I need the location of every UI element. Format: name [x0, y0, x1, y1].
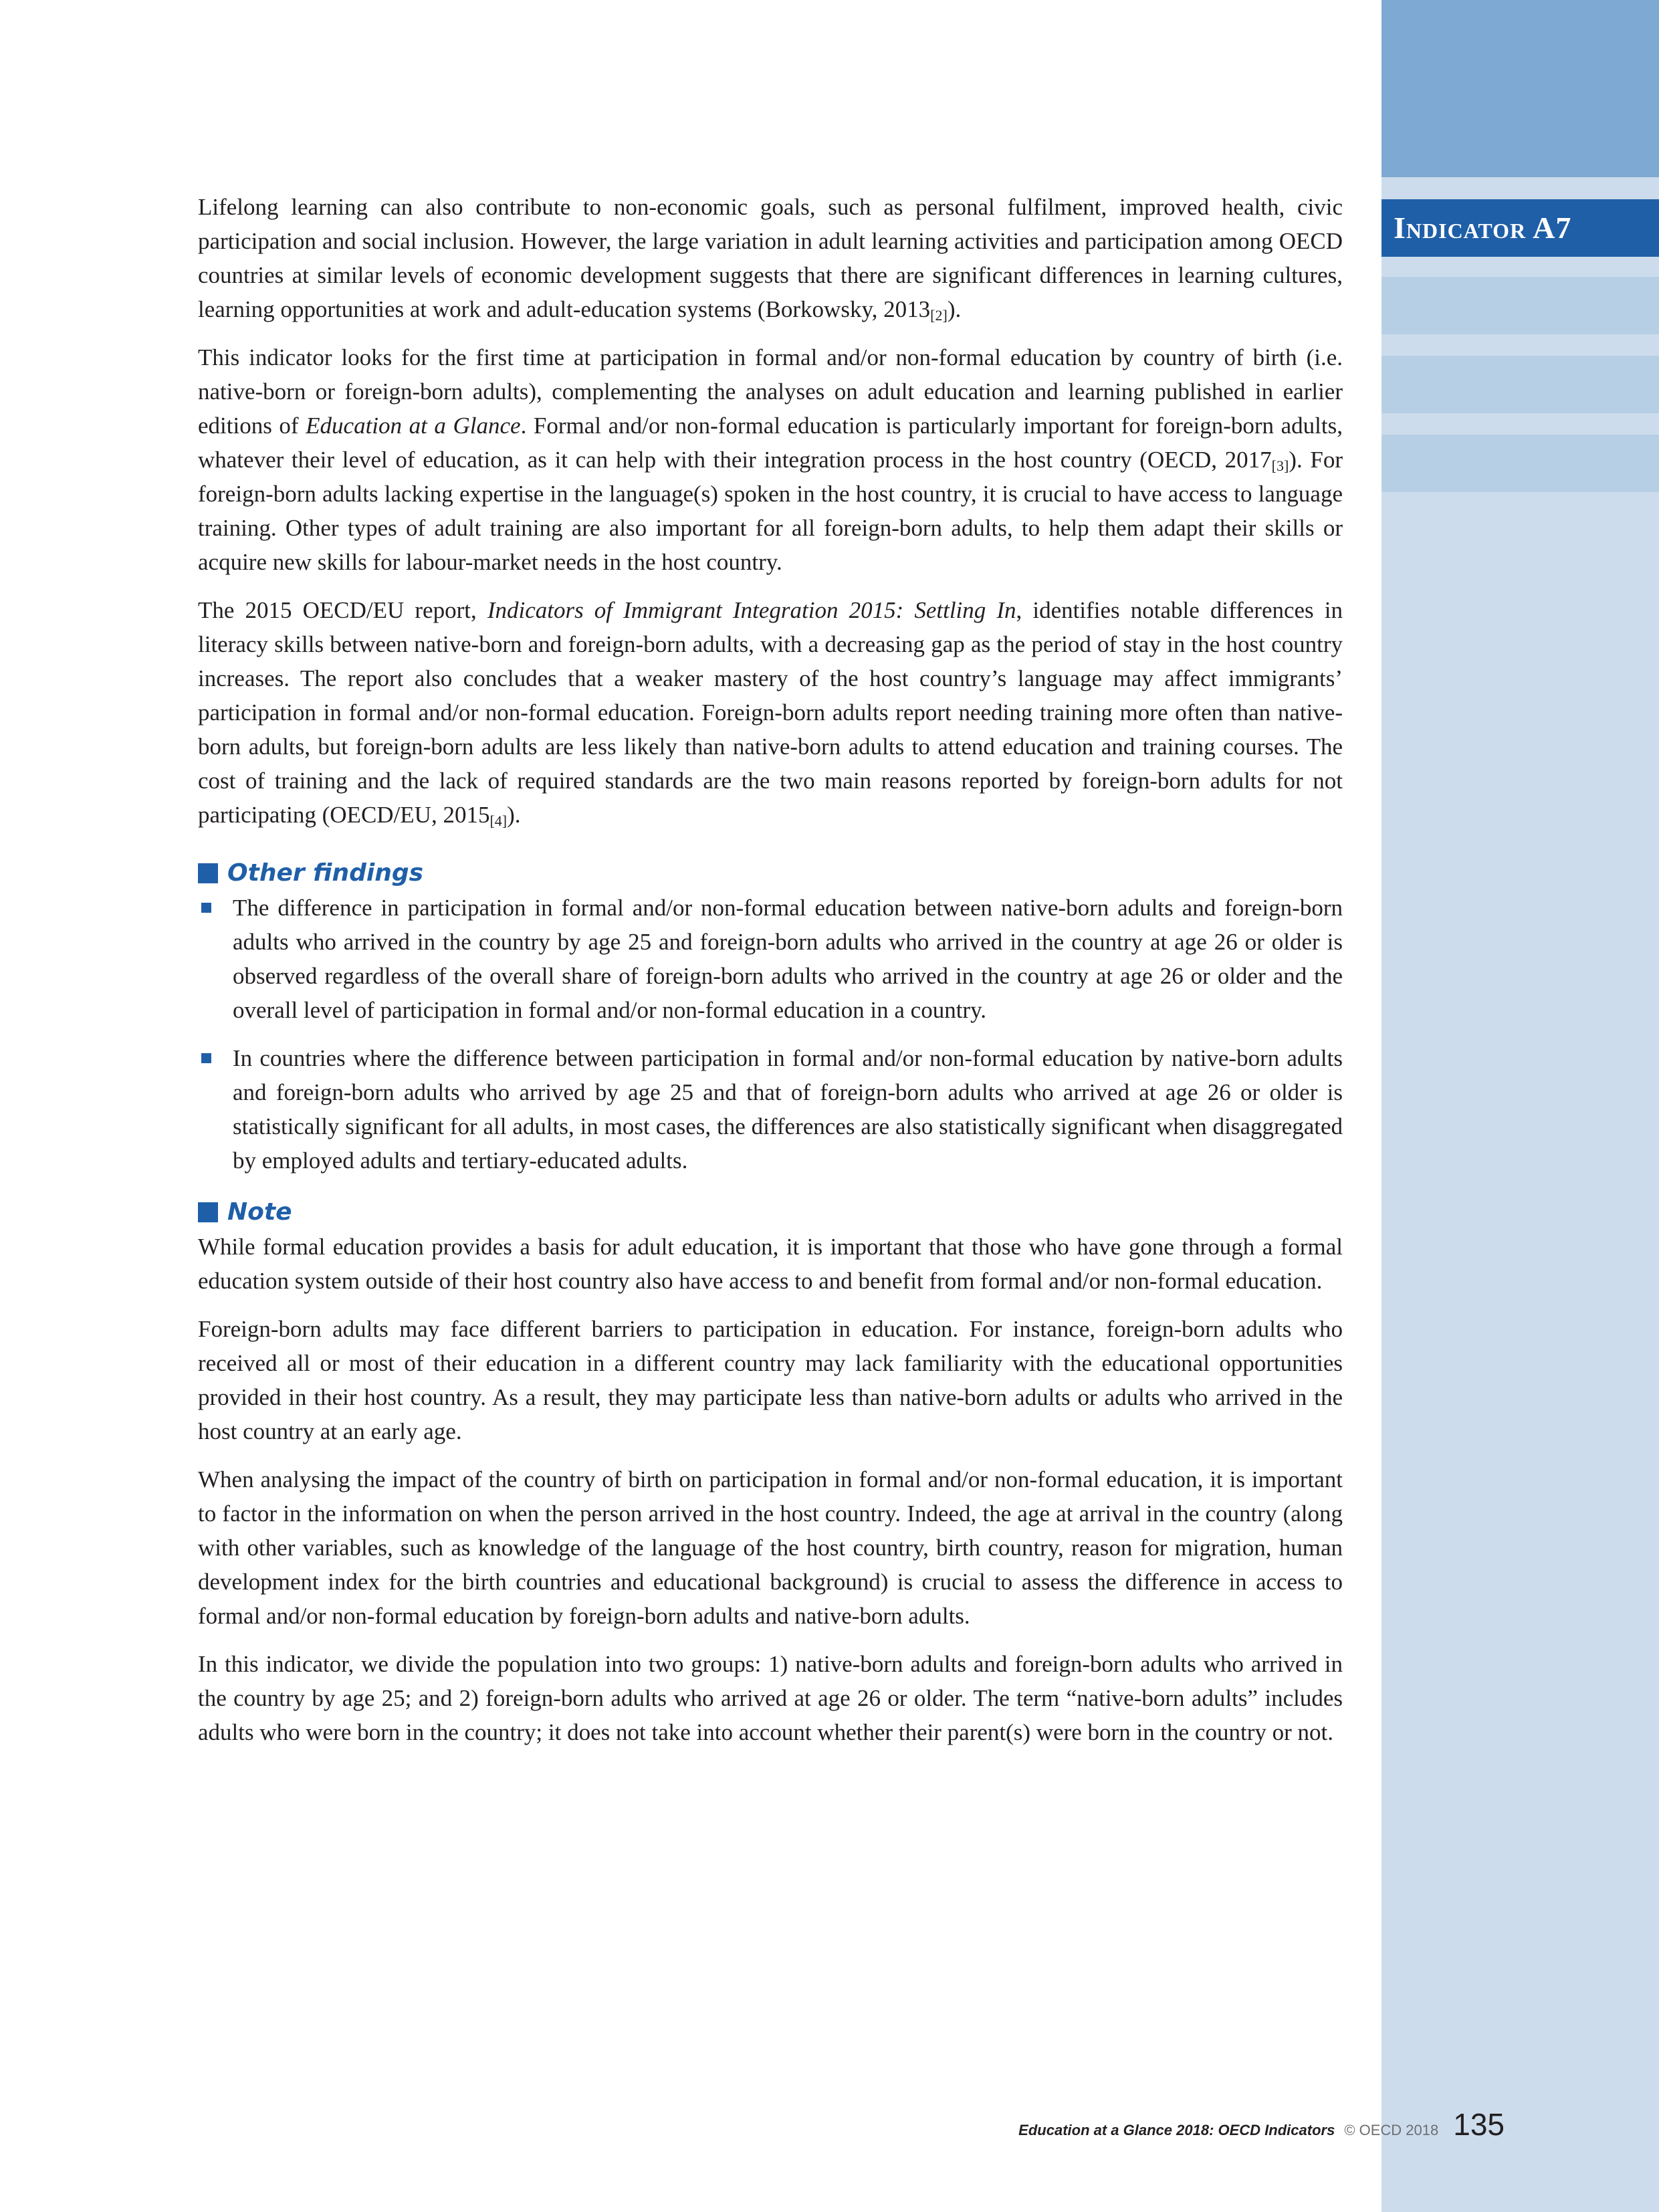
intro-paragraph-2 [198, 340, 1343, 579]
finding-text: In countries where the difference between participation in formal and/or non-formal education by native-born adults and foreign-born adults who arrived by age 25 and that of foreign-born adults who arrived at age 26 or older is statistically significant for all adults, in most cases, the differences are also statistically significant when disaggregated by employed adults and tertiary-educated adults. [233, 1045, 1343, 1174]
intro-p2-text-c: ). For foreign-born adults lacking expertise in the language(s) spoken in the host country, it is crucial to have access to language training. Other types of adult training are also important for all foreign-born adults, to help them adapt their skills or acquire new skills for labour-market needs in the host country. [198, 447, 1343, 575]
indicator-code: A7 [1533, 211, 1572, 245]
main-content [198, 190, 1343, 1763]
finding-item [198, 891, 1343, 1027]
other-findings-heading [198, 856, 1343, 891]
sidebar [1381, 0, 1659, 2212]
footer-publication: Education at a Glance 2018: OECD Indicators [1018, 2122, 1335, 2138]
note-paragraph: While formal education provides a basis for adult education, it is important that those who have gone through a formal education system outside of their host country also have access to and benefit from formal and/or non-formal education. [198, 1234, 1343, 1294]
intro-paragraph-1 [198, 190, 1343, 326]
reference-marker: [3] [1271, 457, 1289, 474]
note-paragraph: Foreign-born adults may face different barriers to participation in education. For instance, foreign-born adults who received all or most of their education in a different country may lack familiarity with the educational opportunities provided in their host country. As a result, they may participate less than native-born adults or adults who arrived in the host country at an early age. [198, 1316, 1343, 1444]
other-findings-title: Other findings [227, 859, 424, 887]
note-title: Note [227, 1198, 292, 1226]
reference-marker: [4] [489, 812, 508, 829]
note-heading [198, 1195, 1343, 1230]
note-paragraph: In this indicator, we divide the population into two groups: 1) native-born adults and foreign-born adults who arrived in the country by age 25; and 2) foreign-born adults who arrived at age 26 or older. The term “native-born adults” includes adults who were born in the country; it does not take into account whether their parent(s) were born in the country or not. [198, 1651, 1343, 1745]
intro-p2-text-b: . Formal and/or non-formal education is particularly important for foreign-born adults, whatever their level of education, as it can help with their integration process in the host country (OECD, 2017 [198, 413, 1343, 473]
intro-p3-text-a: The 2015 OECD/EU report, [198, 597, 487, 623]
intro-paragraph-3 [198, 593, 1343, 832]
heading-square-icon [198, 863, 218, 883]
sidebar-block [1381, 356, 1659, 413]
heading-square-icon [198, 1202, 218, 1222]
note-paragraph: When analysing the impact of the country of birth on participation in formal and/or non-formal education, it is important to factor in the information on when the person arrived in the host country. Indeed, the age at arrival in the country (along with other variables, such as knowledge of the language of the host country, birth country, reason for migration, human development index for the birth countries and educational background) is crucial to assess the difference in access to formal and/or non-formal education by foreign-born adults and native-born adults. [198, 1466, 1343, 1629]
intro-p1-end: ). [947, 296, 962, 322]
other-findings-list [198, 891, 1343, 1178]
intro-p3-end: ). [507, 802, 521, 828]
sidebar-block [1381, 435, 1659, 492]
finding-item [198, 1041, 1343, 1178]
sidebar-block [1381, 277, 1659, 334]
indicator-prefix: Indicator [1394, 211, 1527, 245]
indicator-tab [1381, 199, 1659, 257]
reference-marker: [2] [930, 307, 948, 324]
intro-p1-text: Lifelong learning can also contribute to non-economic goals, such as personal fulfilment, improved health, civic participation and social inclusion. However, the large variation in adult learning activities and participation among OECD countries at similar levels of economic development suggests that there are significant differences in learning cultures, learning opportunities at work and adult-education systems (Borkowsky, 2013 [198, 194, 1343, 322]
page-footer [1018, 2106, 1505, 2142]
bullet-square-icon [201, 903, 211, 913]
bullet-square-icon [201, 1053, 211, 1063]
publication-title: Education at a Glance [306, 413, 521, 439]
sidebar-top-band [1381, 0, 1659, 177]
intro-p3-text-b: , identifies notable differences in literacy skills between native-born and foreign-born adults, with a decreasing gap as the period of stay in the host country increases. The report also concludes that a weaker mastery of the host country’s language may affect immigrants’ participation in formal and/or non-formal education. Foreign-born adults report needing training more often than native-born adults, but foreign-born adults are less likely than native-born adults to attend education and training courses. The cost of training and the lack of required standards are the two main reasons reported by foreign-born adults for not participating (OECD/EU, 2015 [198, 597, 1343, 828]
page-number: 135 [1453, 2107, 1505, 2142]
intro-p2-text-a: This indicator looks for the first time at participation in formal and/or non-formal education by country of birth (i.e. native-born or foreign-born adults), complementing the analyses on adult education and learning published in earlier editions of [198, 344, 1343, 439]
footer-copyright: © OECD 2018 [1344, 2122, 1439, 2138]
finding-text: The difference in participation in formal and/or non-formal education between native-born adults and foreign-born adults who arrived in the country by age 25 and foreign-born adults who arrived in the country at age 26 or older is observed regardless of the overall share of foreign-born adults who arrived in the country at age 26 or older and the overall level of participation in formal and/or non-formal education in a country. [233, 895, 1343, 1023]
report-title: Indicators of Immigrant Integration 2015: Settling In [487, 597, 1016, 623]
